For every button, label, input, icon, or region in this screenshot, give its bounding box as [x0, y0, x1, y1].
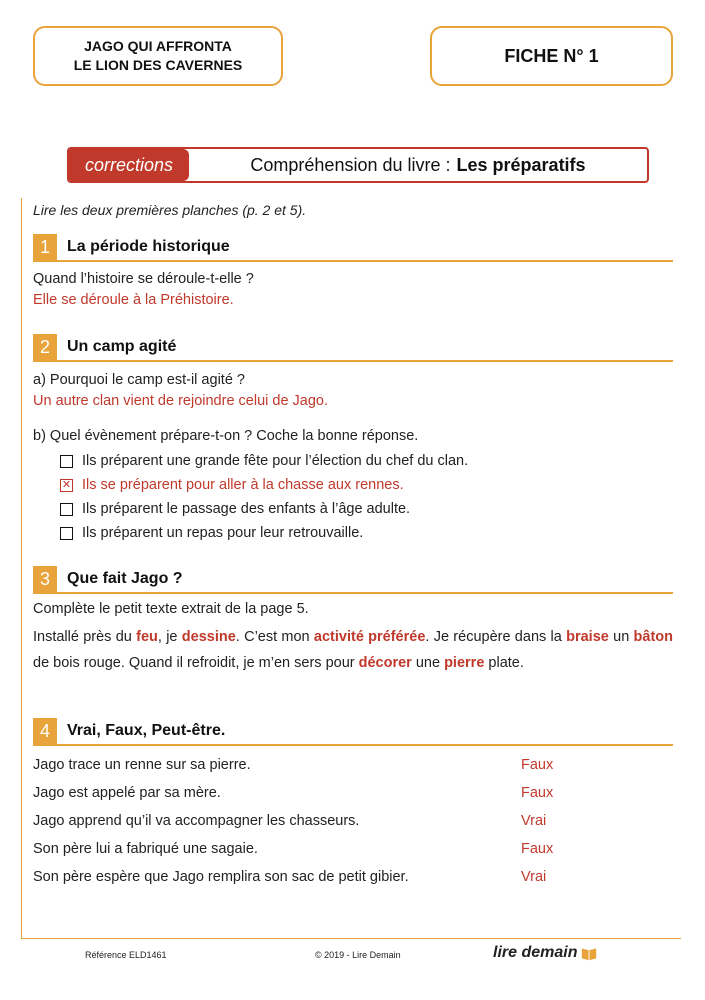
section-3-number: 3 [33, 566, 57, 592]
extract-answer-word: feu [136, 629, 158, 645]
corrections-tag: corrections [69, 149, 189, 181]
section-3-title: Que fait Jago ? [67, 570, 183, 587]
section-4-header [33, 718, 673, 746]
verdict: Faux [521, 785, 554, 801]
statement: Son père espère que Jago remplira son sac de petit gibier. [33, 869, 409, 885]
worksheet-banner [67, 147, 649, 183]
footer-rule [21, 938, 681, 939]
extract-segment: Installé près du [33, 629, 137, 645]
verdict: Vrai [521, 869, 547, 885]
book-title-box [33, 26, 283, 86]
book-title-line-1: JAGO QUI AFFRONTA [84, 38, 232, 54]
section-2-answer-a: Un autre clan vient de rejoindre celui de Jago. [33, 393, 329, 409]
statement: Son père lui a fabriqué une sagaie. [33, 841, 258, 857]
extract-paragraph [33, 624, 673, 676]
section-2-title: Un camp agité [67, 338, 177, 355]
section-2-question-b: b) Quel évènement prépare-t-on ? Coche la bonne réponse. [33, 428, 419, 444]
option-4[interactable] [60, 525, 363, 541]
intro-instruction: Lire les deux premières planches (p. 2 et 5). [33, 202, 307, 218]
book-title-line-2: LE LION DES CAVERNES [73, 57, 243, 73]
option-3[interactable] [60, 501, 410, 517]
section-1-question: Quand l’histoire se déroule-t-elle ? [33, 271, 254, 287]
section-3-instruction: Complète le petit texte extrait de la page 5. [33, 601, 309, 617]
checkbox-option-2-checked[interactable]: ✕ [61, 478, 72, 491]
lire-demain-logo [493, 944, 598, 962]
section-3-header [33, 566, 673, 594]
true-false-row [33, 757, 673, 773]
logo-text: lire demain [493, 944, 578, 961]
section-1-header [33, 234, 673, 262]
section-2-question-a: a) Pourquoi le camp est-il agité ? [33, 372, 245, 388]
true-false-row [33, 785, 673, 801]
checkbox-option-3[interactable] [60, 503, 73, 516]
extract-segment: . C’est mon [235, 629, 314, 645]
section-1-answer: Elle se déroule à la Préhistoire. [33, 292, 234, 308]
section-1-title: La période historique [67, 238, 230, 255]
extract-answer-word: pierre [444, 655, 485, 671]
option-4-label: Ils préparent un repas pour leur retrouvaille. [82, 525, 364, 541]
extract-answer-word: braise [566, 629, 609, 645]
checkbox-option-4[interactable] [60, 527, 73, 540]
option-3-label: Ils préparent le passage des enfants à l’âge adulte. [82, 501, 411, 517]
statement: Jago trace un renne sur sa pierre. [33, 757, 251, 773]
option-2[interactable] [60, 477, 404, 493]
banner-heading [189, 149, 647, 181]
fiche-number: FICHE N° 1 [430, 26, 673, 86]
verdict: Faux [521, 841, 554, 857]
extract-segment: plate. [484, 655, 524, 671]
extract-segment: une [411, 655, 445, 671]
section-2-number: 2 [33, 334, 57, 360]
extract-answer-word: bâton [633, 629, 674, 645]
extract-segment: un [608, 629, 634, 645]
verdict: Faux [521, 757, 554, 773]
section-2-header [33, 334, 673, 362]
extract-segment: de bois rouge. Quand il refroidit, je m’en sers pour [33, 655, 359, 671]
option-1-label: Ils préparent une grande fête pour l’élection du chef du clan. [82, 453, 469, 469]
banner-bold-text: Les préparatifs [456, 154, 586, 175]
statement: Jago est appelé par sa mère. [33, 785, 221, 801]
banner-text: Compréhension du livre : [250, 154, 451, 175]
section-4-title: Vrai, Faux, Peut-être. [67, 722, 226, 739]
extract-answer-word: dessine [181, 629, 236, 645]
reference-text: Référence ELD1461 [85, 950, 167, 960]
extract-answer-word: activité préférée [313, 629, 426, 645]
left-margin-rule [21, 198, 22, 938]
extract-segment: , je [157, 629, 182, 645]
extract-answer-word: décorer [358, 655, 412, 671]
section-4-number: 4 [33, 718, 57, 744]
statement: Jago apprend qu’il va accompagner les chasseurs. [33, 813, 360, 829]
book-icon [580, 944, 598, 962]
true-false-row [33, 869, 673, 885]
extract-segment: . Je récupère dans la [425, 629, 567, 645]
verdict: Vrai [521, 813, 547, 829]
option-2-label: Ils se préparent pour aller à la chasse aux rennes. [82, 477, 404, 493]
option-1[interactable] [60, 453, 468, 469]
copyright-text: © 2019 - Lire Demain [315, 950, 401, 960]
true-false-row [33, 813, 673, 829]
true-false-row [33, 841, 673, 857]
section-1-number: 1 [33, 234, 57, 260]
checkbox-option-1[interactable] [60, 455, 73, 468]
